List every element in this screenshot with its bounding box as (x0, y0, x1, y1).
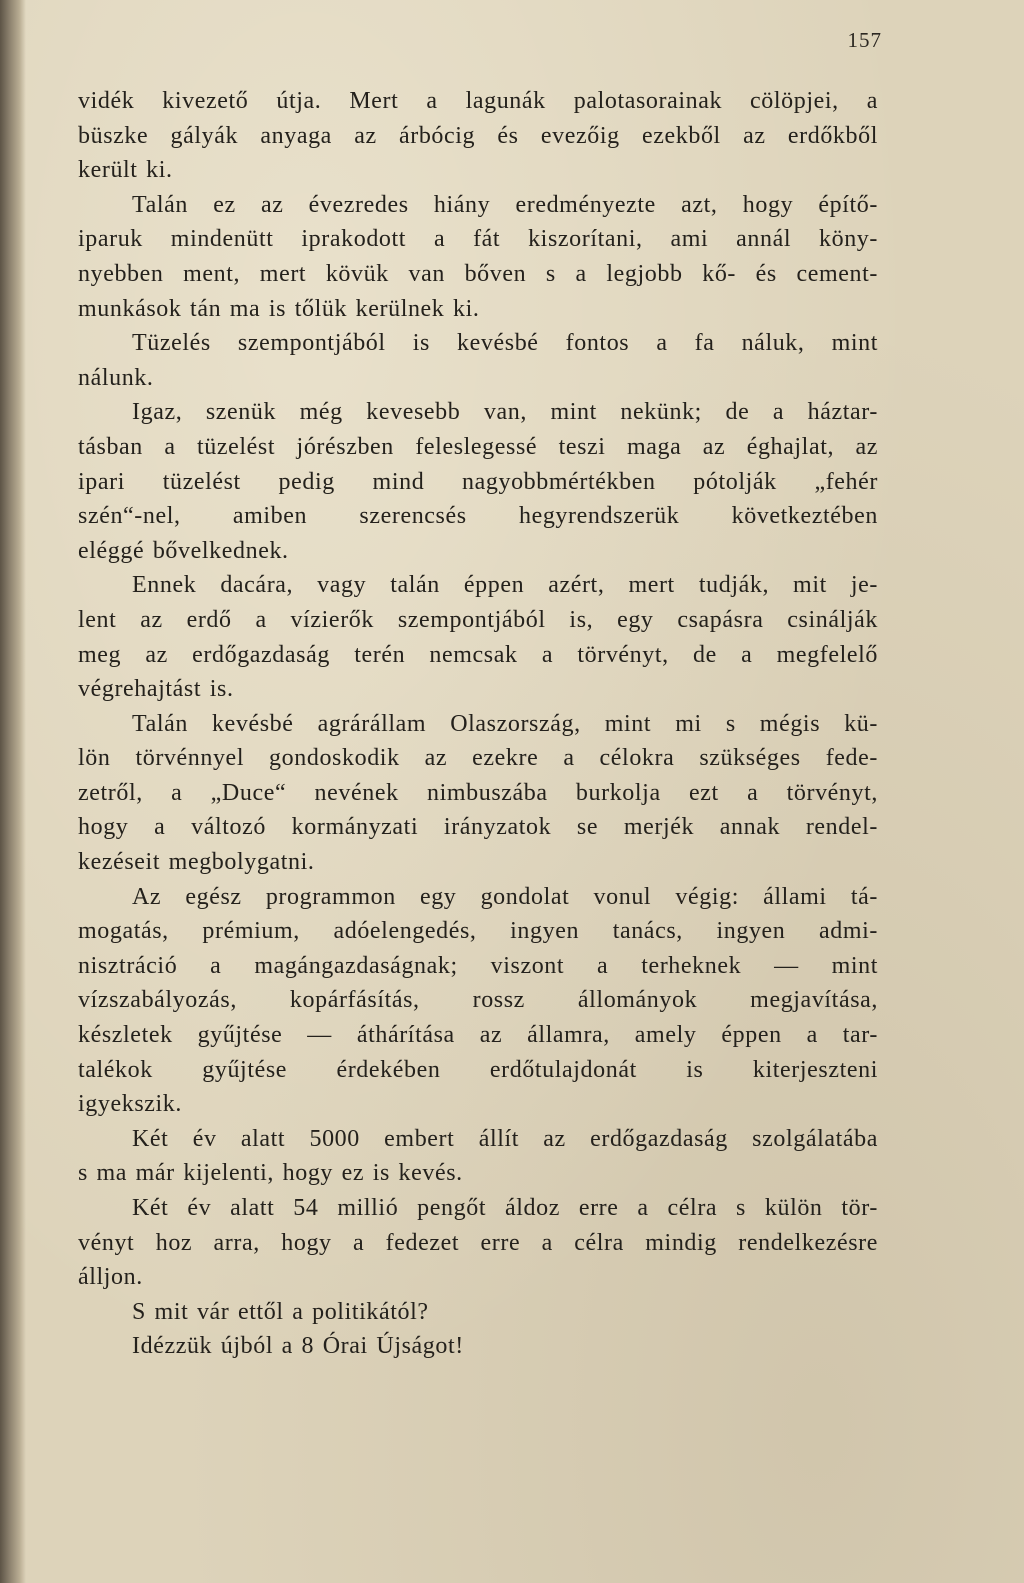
binding-shadow (0, 0, 26, 1583)
text-line: szén“-nel, amiben szerencsés hegyrendszerük következtében (78, 503, 878, 530)
paragraph (78, 880, 878, 1122)
text-line: Tüzelés szempontjából is kevésbé fontos a fa náluk, mint (132, 330, 878, 357)
paragraph (78, 707, 878, 880)
text-line: munkások tán ma is tőlük kerülnek ki. (78, 295, 480, 322)
text-line: Talán ez az évezredes hiány eredményezte azt, hogy építő- (132, 191, 878, 218)
text-line: talékok gyűjtése érdekében erdőtulajdonát is kiterjeszteni (78, 1056, 878, 1083)
text-line: Igaz, szenük még kevesebb van, mint nekünk; de a háztar- (132, 399, 878, 426)
text-line: mogatás, prémium, adóelengedés, ingyen tanács, ingyen admi- (78, 918, 878, 945)
text-line: Az egész programmon egy gondolat vonul végig: állami tá- (132, 883, 878, 910)
text-line: lent az erdő a vízierők szempontjából is, egy csapásra csinálják (78, 606, 878, 633)
text-line: végrehajtást is. (78, 676, 234, 703)
paragraph (78, 1295, 878, 1330)
text-line: eléggé bővelkednek. (78, 537, 289, 564)
text-line: S mit vár ettől a politikától? (132, 1298, 429, 1325)
text-line: meg az erdőgazdaság terén nemcsak a törvényt, de a megfelelő (78, 641, 878, 668)
text-line: tásban a tüzelést jórészben feleslegessé teszi maga az éghajlat, az (78, 433, 878, 460)
text-line: nisztráció a magángazdaságnak; viszont a terheknek — mint (78, 952, 878, 979)
paragraph (78, 1191, 878, 1295)
text-line: készletek gyűjtése — áthárítása az államra, amely éppen a tar- (78, 1022, 878, 1049)
text-line: ipari tüzelést pedig mind nagyobbmértékben pótolják „fehér (78, 468, 878, 495)
text-line: álljon. (78, 1264, 143, 1291)
page-number: 157 (847, 28, 882, 52)
text-line: került ki. (78, 157, 173, 184)
text-line: Két év alatt 5000 embert állít az erdőgazdaság szolgálatába (132, 1125, 878, 1152)
paragraph (78, 1329, 878, 1364)
text-line: s ma már kijelenti, hogy ez is kevés. (78, 1160, 463, 1187)
paragraph (78, 568, 878, 706)
paragraph (78, 326, 878, 395)
body-text (78, 84, 878, 1364)
text-line: Ennek dacára, vagy talán éppen azért, mert tudják, mit je- (132, 572, 878, 599)
text-line: Talán kevésbé agrárállam Olaszország, mint mi s mégis kü- (132, 710, 878, 737)
text-line: büszke gályák anyaga az árbócig és evezőig ezekből az erdőkből (78, 122, 878, 149)
text-line: vízszabályozás, kopárfásítás, rossz állományok megjavítása, (78, 987, 878, 1014)
text-line: hogy a változó kormányzati irányzatok se merjék annak rendel- (78, 814, 878, 841)
text-line: nálunk. (78, 364, 154, 391)
paragraph (78, 188, 878, 326)
text-line: Két év alatt 54 millió pengőt áldoz erre a célra s külön tör- (132, 1195, 878, 1221)
text-line: kezéseit megbolygatni. (78, 849, 315, 876)
text-line: nyebben ment, mert kövük van bőven s a legjobb kő- és cement- (78, 260, 878, 287)
paragraph (78, 84, 878, 188)
text-line: vidék kivezető útja. Mert a lagunák palotasorainak cölöpjei, a (78, 88, 878, 114)
text-line: lön törvénnyel gondoskodik az ezekre a célokra szükséges fede- (78, 745, 878, 772)
text-line: vényt hoz arra, hogy a fedezet erre a célra mindig rendelkezésre (78, 1229, 878, 1256)
text-line: Idézzük újból a 8 Órai Újságot! (132, 1333, 464, 1360)
text-line: zetről, a „Duce“ nevének nimbuszába burkolja ezt a törvényt, (78, 779, 878, 806)
paragraph (78, 1122, 878, 1191)
text-line: igyekszik. (78, 1091, 182, 1118)
paragraph (78, 395, 878, 568)
text-line: iparuk mindenütt iprakodott a fát kiszorítani, ami annál köny- (78, 226, 878, 253)
